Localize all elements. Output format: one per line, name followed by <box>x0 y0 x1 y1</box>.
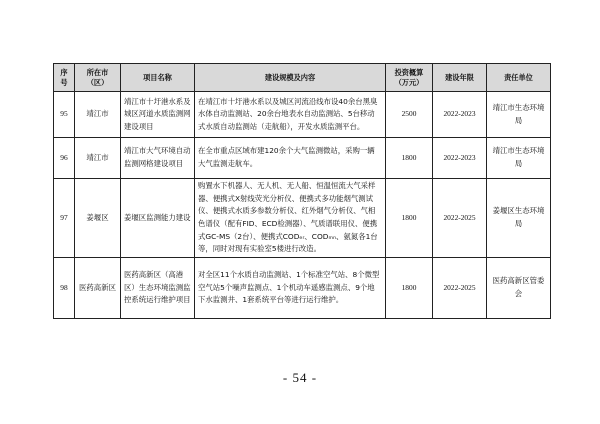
cell-no: 98 <box>54 258 75 319</box>
header-unit: 责任单位 <box>487 64 551 92</box>
cell-period: 2022-2025 <box>433 179 487 258</box>
cell-unit: 医药高新区管委会 <box>487 258 551 319</box>
cell-content: 对全区11个水质自动监测站、1个标准空气站、8个微型空气站5个噪声监测点、1个机动车遥感监测点、9个地下水监测井、1套系统平台等进行运行维护。 <box>195 258 386 319</box>
cell-location: 医药高新区 <box>75 258 121 319</box>
project-table <box>53 63 551 319</box>
table-header-row <box>54 64 551 92</box>
cell-no: 96 <box>54 138 75 179</box>
cell-content: 购置水下机器人、无人机、无人船、恒温恒流大气采样器、便携式X射线荧光分析仪、便携式多功能烟气测试仪、便携式水质多参数分析仪、红外烟气分析仪、气相色谱仪（配有FID、ECD检测器）、气质谱联用仪、便携式GC-MS（2台）、便携式CODₑᵣ、CODₘₙ、氨氮各1台等，同时对现有实验室5楼进行改造。 <box>195 179 386 258</box>
cell-location: 姜堰区 <box>75 179 121 258</box>
cell-no: 97 <box>54 179 75 258</box>
page-number: - 54 - <box>282 370 318 385</box>
cell-investment: 1800 <box>386 258 433 319</box>
cell-location: 靖江市 <box>75 138 121 179</box>
header-content: 建设规模及内容 <box>195 64 386 92</box>
cell-no: 95 <box>54 92 75 138</box>
cell-name: 靖江市大气环境自动监测网格建设项目 <box>121 138 195 179</box>
cell-investment: 1800 <box>386 138 433 179</box>
cell-unit: 靖江市生态环境局 <box>487 92 551 138</box>
cell-name: 医药高新区（高港区）生态环境监测监控系统运行维护项目 <box>121 258 195 319</box>
cell-unit: 靖江市生态环境局 <box>487 138 551 179</box>
cell-unit: 姜堰区生态环境局 <box>487 179 551 258</box>
cell-investment: 2500 <box>386 92 433 138</box>
cell-investment: 1800 <box>386 179 433 258</box>
header-location: 所在市（区） <box>75 64 121 92</box>
table-row <box>54 92 551 138</box>
cell-period: 2022-2023 <box>433 92 487 138</box>
header-period: 建设年限 <box>433 64 487 92</box>
cell-period: 2022-2025 <box>433 258 487 319</box>
table-row <box>54 138 551 179</box>
cell-period: 2022-2023 <box>433 138 487 179</box>
header-investment: 投资概算（万元） <box>386 64 433 92</box>
cell-location: 靖江市 <box>75 92 121 138</box>
header-name: 项目名称 <box>121 64 195 92</box>
cell-content: 在靖江市十圩港水系以及城区河流沿线布设40余台黑臭水体自动监测站、20余台地表水自动监测站、5台移动式水质自动监测站（走航船），开发水质监测平台。 <box>195 92 386 138</box>
header-no: 序号 <box>54 64 75 92</box>
cell-name: 姜堰区监测能力建设 <box>121 179 195 258</box>
table-row <box>54 258 551 319</box>
cell-content: 在全市重点区域布建120余个大气监测微站，采购一辆大气监测走航车。 <box>195 138 386 179</box>
table-row <box>54 179 551 258</box>
cell-name: 靖江市十圩港水系及城区河道水质监测网建设项目 <box>121 92 195 138</box>
